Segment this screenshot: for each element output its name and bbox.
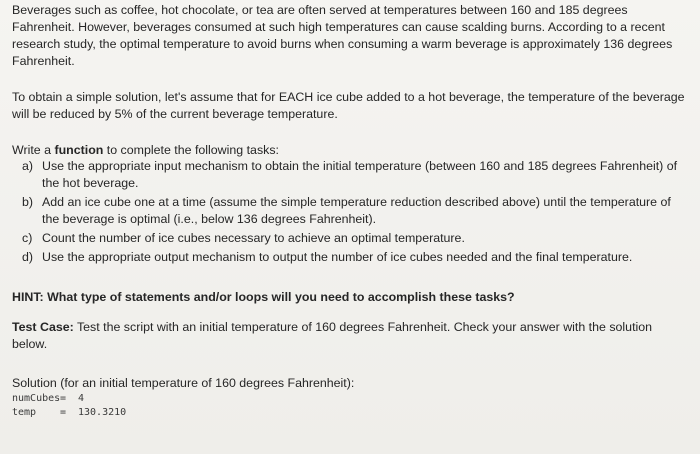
- output-value: 4: [78, 393, 85, 404]
- task-item-b: [12, 194, 690, 228]
- output-equals: =: [60, 407, 67, 418]
- output-equals: =: [60, 393, 67, 404]
- test-case-paragraph: [12, 319, 690, 353]
- instruction-post: to complete the following tasks:: [103, 143, 279, 157]
- output-row-temp: [12, 406, 690, 420]
- output-var-name: numCubes: [12, 393, 61, 404]
- task-text: Use the appropriate input mechanism to obtain the initial temperature (between 160 and 185 degrees Fahrenheit) of the hot beverage.: [42, 159, 678, 190]
- task-item-a: [12, 158, 690, 192]
- task-marker: b): [22, 195, 34, 209]
- assumption-paragraph: To obtain a simple solution, let's assume that for EACH ice cube added to a hot beverage, the temperature of the beverage will be reduced by 5% of the current beverage temperature.: [12, 90, 685, 121]
- instruction-bold: function: [54, 143, 104, 157]
- task-text: Add an ice cube one at a time (assume the simple temperature reduction described above) until the temperature of the beverage is optimal (i.e., below 136 degrees Fahrenheit).: [42, 195, 671, 226]
- intro-paragraph: Beverages such as coffee, hot chocolate, or tea are often served at temperatures between 160 and 185 degrees Fahrenheit. However, beverages consumed at such high temperatures can cause scalding burns. According to a recent research study, the optimal temperature to avoid burns when consuming a warm beverage is approximately 136 degrees Fahrenheit.: [12, 3, 673, 68]
- task-marker: c): [22, 231, 33, 245]
- instruction-line: [12, 142, 690, 159]
- solution-heading: Solution (for an initial temperature of 160 degrees Fahrenheit):: [12, 376, 355, 390]
- output-value: 130.3210: [78, 407, 127, 418]
- task-item-c: [12, 230, 690, 247]
- task-marker: a): [22, 159, 34, 173]
- instruction-pre: Write a: [12, 143, 55, 157]
- task-marker: d): [22, 250, 34, 264]
- solution-output: [12, 392, 690, 420]
- task-text: Count the number of ice cubes necessary to achieve an optimal temperature.: [42, 231, 465, 245]
- task-item-d: [12, 249, 690, 266]
- test-case-text: Test the script with an initial temperature of 160 degrees Fahrenheit. Check your answer with the solution below.: [12, 320, 653, 351]
- test-case-label: Test Case:: [12, 320, 74, 334]
- task-text: Use the appropriate output mechanism to output the number of ice cubes needed and the final temperature.: [42, 250, 633, 264]
- output-var-name: temp: [12, 407, 37, 418]
- task-list: [12, 158, 690, 266]
- output-row-numcubes: [12, 392, 690, 406]
- hint-line: HINT: What type of statements and/or loops will you need to accomplish these tasks?: [12, 290, 515, 304]
